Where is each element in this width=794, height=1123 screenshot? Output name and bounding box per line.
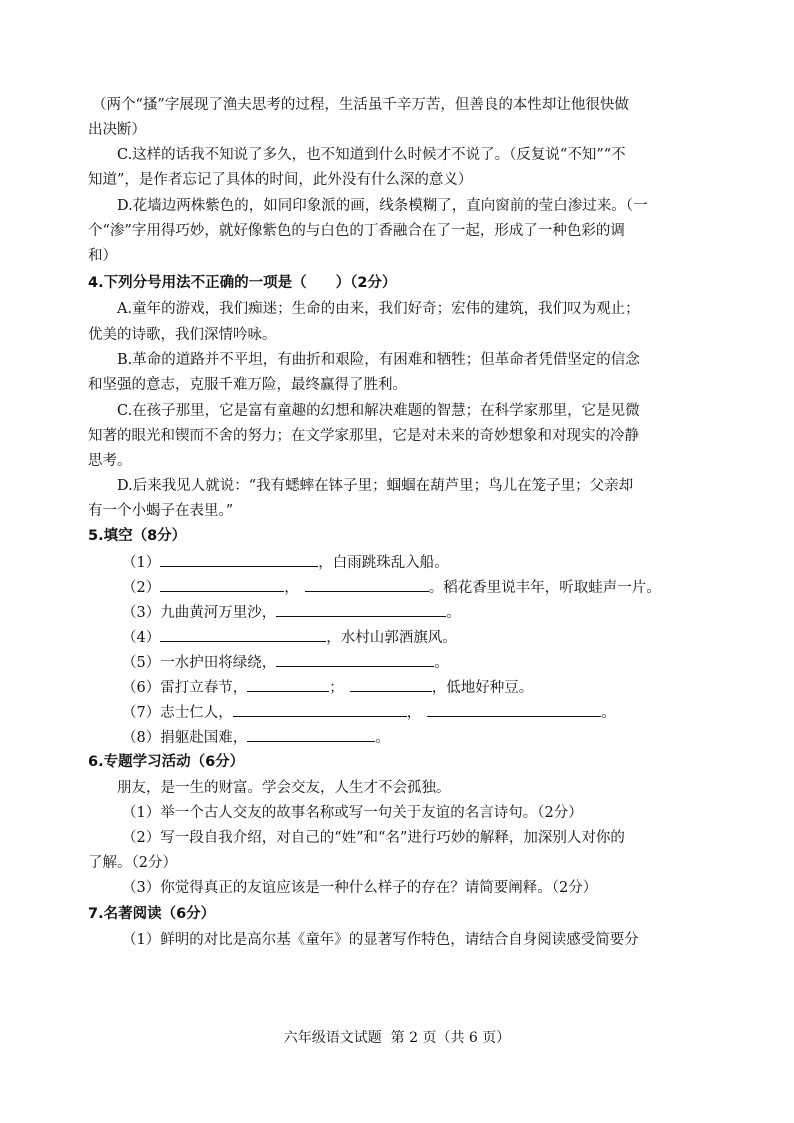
q7-sub1: （1）鲜明的对比是高尔基《童年》的显著写作特色，请结合自身阅读感受简要分 — [122, 932, 639, 948]
q5-blank-4a[interactable] — [160, 625, 326, 642]
q6-sub2-line2: 了解。（2分） — [88, 855, 177, 871]
q4-option-c-line2: 知著的眼光和锲而不舍的努力；在文学家那里，它是对未来的奇妙想象和对现实的冷静 — [88, 428, 639, 444]
q5-item-7-end: 。 — [601, 705, 616, 721]
q5-item-7 — [122, 700, 616, 724]
q6-sub2-line1: （2）写一段自我介绍，对自己的“姓”和“名”进行巧妙的解释，加深别人对你的 — [122, 830, 625, 846]
q5-blank-2b[interactable] — [305, 575, 429, 592]
page-footer — [0, 1028, 794, 1048]
q5-blank-1a[interactable] — [160, 550, 318, 567]
q6-title: 6.专题学习活动（6分） — [88, 754, 245, 770]
q5-item-4-text: ，水村山郭酒旗风。 — [326, 630, 457, 646]
q5-blank-7b[interactable] — [427, 700, 601, 717]
q4-option-b-line1: B.革命的道路并不平坦，有曲折和艰险，有困难和牺牲；但革命者凭借坚定的信念 — [117, 352, 640, 368]
q7-title: 7.名著阅读（6分） — [88, 906, 216, 922]
q5-blank-2a[interactable] — [160, 575, 284, 592]
q5-item-4 — [122, 625, 457, 649]
q5-item-8 — [122, 725, 390, 749]
q4-option-d-line1: D.后来我见人就说：“我有蟋蟀在钵子里；蝈蝈在葫芦里；鸟儿在笼子里；父亲却 — [117, 478, 634, 494]
q5-item-1-num: （1） — [122, 555, 161, 571]
q5-item-3-num: （3） — [122, 605, 161, 621]
q5-item-6 — [122, 675, 533, 699]
q5-blank-8a[interactable] — [247, 725, 375, 742]
q5-item-3 — [122, 600, 461, 624]
q4-option-c-line1: C.在孩子那里，它是富有童趣的幻想和解决难题的智慧；在科学家那里，它是见微 — [117, 403, 640, 419]
q6-sub1: （1）举一个古人交友的故事名称或写一句关于友谊的名言诗句。（2分） — [122, 805, 583, 821]
q5-item-6-sep: ； — [329, 680, 344, 696]
q3-option-d-line3: 和） — [88, 248, 117, 264]
q3-b-note-line2: 出决断） — [88, 122, 146, 138]
q5-item-1 — [122, 550, 449, 574]
q6-sub3: （3）你觉得真正的友谊应该是一种什么样子的存在？请简要阐释。（2分） — [122, 880, 598, 896]
q5-item-7-text: 志士仁人， — [160, 705, 233, 721]
q5-blank-6a[interactable] — [247, 675, 329, 692]
q5-item-2-text: 。稻花香里说丰年，听取蛙声一片。 — [428, 580, 661, 596]
q4-title: 4.下列分号用法不正确的一项是（ ）（2分） — [88, 275, 397, 291]
footer-title: 六年级语文试题 — [283, 1030, 382, 1046]
footer-page-number: 第 2 页（共 6 页） — [390, 1030, 511, 1046]
q5-item-8-end: 。 — [375, 730, 390, 746]
q5-item-2 — [122, 575, 661, 599]
q4-option-c-line3: 思考。 — [88, 453, 132, 469]
q5-item-7-num: （7） — [122, 705, 161, 721]
q5-item-5-end: 。 — [434, 655, 449, 671]
q5-item-3-end: 。 — [446, 605, 461, 621]
q5-item-1-text: ，白雨跳珠乱入船。 — [318, 555, 449, 571]
q5-item-2-sep: ， — [284, 580, 299, 596]
q3-option-c-line2: 知道”，是作者忘记了具体的时间，此外没有什么深的意义） — [88, 172, 473, 188]
q5-item-3-text: 九曲黄河万里沙， — [160, 605, 277, 621]
q4-option-d-line2: 有一个小蝎子在表里。” — [88, 503, 234, 519]
q5-item-8-text: 捐躯赴国难， — [160, 730, 248, 746]
q5-item-4-num: （4） — [122, 630, 161, 646]
q5-item-5-num: （5） — [122, 655, 161, 671]
q4-option-a-line2: 优美的诗歌，我们深情吟咏。 — [88, 327, 277, 343]
q5-item-5 — [122, 650, 449, 674]
q5-item-6-end: ，低地好种豆。 — [431, 680, 534, 696]
q5-blank-7a[interactable] — [233, 700, 407, 717]
q5-item-6-num: （6） — [122, 680, 161, 696]
q3-option-c-line1: C.这样的话我不知说了多久，也不知道到什么时候才不说了。（反复说“不知”“不 — [117, 147, 626, 163]
q5-blank-6b[interactable] — [350, 675, 432, 692]
q5-title: 5.填空（8分） — [88, 528, 187, 544]
q5-item-2-num: （2） — [122, 580, 161, 596]
q5-blank-5a[interactable] — [276, 650, 434, 667]
q4-option-a-line1: A.童年的游戏，我们痴迷；生命的由来，我们好奇；宏伟的建筑，我们叹为观止； — [117, 301, 640, 317]
q3-b-note-line1: （两个“搔”字展现了渔夫思考的过程，生活虽千辛万苦，但善良的本性却让他很快做 — [92, 97, 629, 113]
q5-blank-3a[interactable] — [276, 600, 446, 617]
q3-option-d-line2: 个“渗”字用得巧妙，就好像紫色的与白色的丁香融合在了一起，形成了一种色彩的调 — [88, 223, 625, 239]
q5-item-8-num: （8） — [122, 730, 161, 746]
q6-intro: 朋友，是一生的财富。学会交友，人生才不会孤独。 — [117, 780, 451, 796]
q5-item-5-text: 一水护田将绿绕， — [160, 655, 277, 671]
q5-item-7-sep: ， — [406, 705, 422, 721]
q3-option-d-line1: D.花墙边两株紫色的，如同印象派的画，线条模糊了，直向窗前的莹白渗过来。（一 — [117, 198, 648, 214]
q4-option-b-line2: 和坚强的意志，克服千难万险，最终赢得了胜利。 — [88, 377, 407, 393]
q5-item-6-text: 雷打立春节， — [160, 680, 248, 696]
